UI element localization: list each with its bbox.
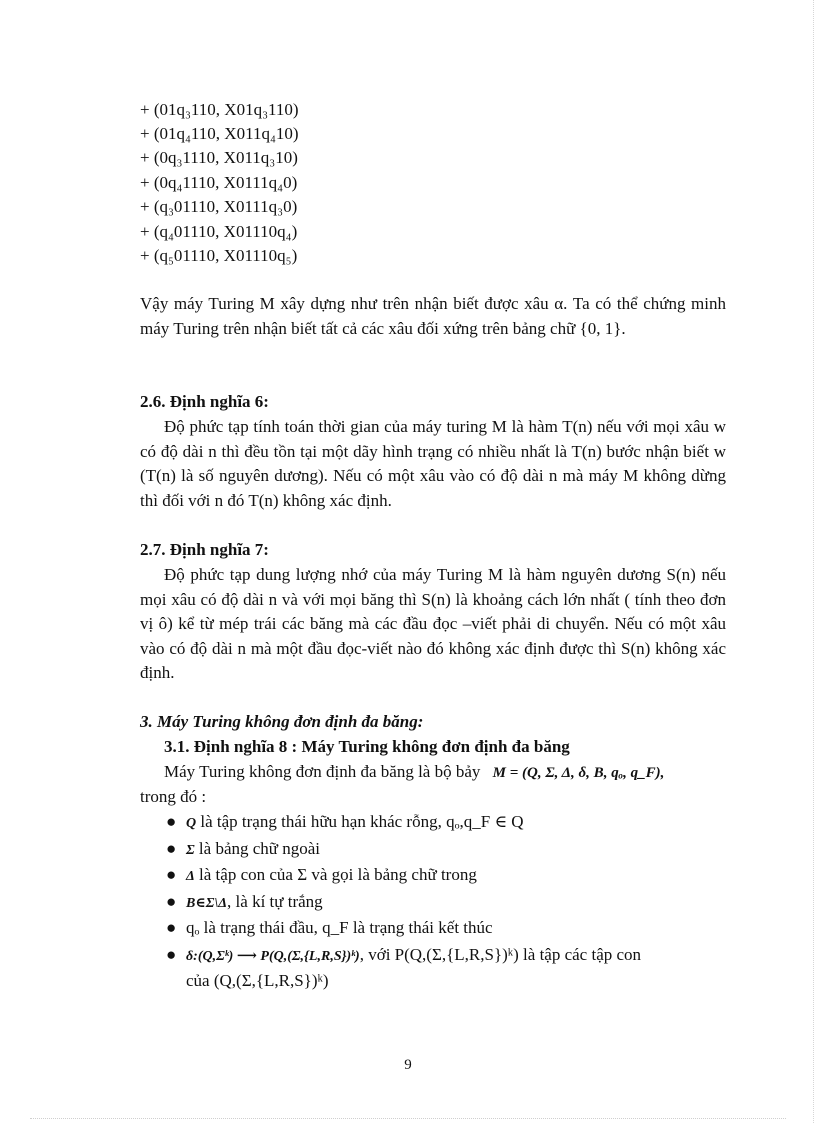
list-item-continuation: của (Q,(Σ,{L,R,S})ᵏ) [186,971,329,990]
config-line: + (q₅01110, X01110q₅) [140,246,298,265]
definition-7-title: 2.7. Định nghĩa 7: [140,540,269,559]
bullet-icon: ● [166,891,177,911]
definition-8-tuple: M = (Q, Σ, Δ, δ, B, qₒ, q_F), [492,765,665,781]
bullet-icon: ● [166,918,177,937]
definition-6-text: Độ phức tạp tính toán thời gian của máy turing M là hàm T(n) nếu với mọi xâu w có độ dài n thì đều tồn tại một dãy hình trạng có nhiều nhất là T(n) bước nhận biết w (T(n) là số nguyên dương). Nếu có một xâu vào có độ dài n mà máy M không dừng thì đối với n đó T(n) không xác định. [140,417,726,510]
definition-7-text: Độ phức tạp dung lượng nhớ của máy Turing M là hàm nguyên dương S(n) nếu mọi xâu có độ dài n và với mọi băng thì S(n) là khoảng cách lớn nhất ( tính theo đơn vị ô) kể từ mép trái các băng mà các đầu đọc –viết phải di chuyển. Nếu có một xâu vào có độ dài n mà một đầu đọc-viết nào đó không xác định được thì S(n) không xác định. [140,565,726,682]
config-line: + (01q₃110, X01q₃110) [140,100,299,119]
config-line: + (01q₄110, X011q₄10) [140,124,299,143]
list-item: ● Δ là tập con của Σ và gọi là bảng chữ trong [166,863,736,890]
bullet-icon: ● [166,838,177,858]
list-item: ● B∈Σ\Δ, là kí tự trắng [166,890,736,917]
conclusion-paragraph: Vậy máy Turing M xây dựng như trên nhận biết được xâu α. Ta có thể chứng minh máy Turing trên nhận biết tất cả các xâu đối xứng trên bảng chữ {0, 1}. [140,294,726,338]
list-item: ● Q là tập trạng thái hữu hạn khác rỗng, qₒ,q_F ∈ Q [166,810,736,837]
list-item: ● δ:(Q,Σᵏ) ⟶ P(Q,(Σ,{L,R,S})ᵏ), với P(Q,(Σ,{L,R,S})ᵏ) là tập các tập con [166,943,736,970]
definition-8-intro-line [164,760,664,785]
list-item: ● qₒ là trạng thái đầu, q_F là trạng thái kết thúc [166,916,736,943]
config-line: + (0q₄1110, X0111q₄0) [140,173,298,192]
definition-6-title: 2.6. Định nghĩa 6: [140,392,269,411]
definition-8-intro: Máy Turing không đơn định đa băng là bộ bảy [164,762,481,781]
bullet-icon: ● [166,944,177,964]
bullet-icon: ● [166,812,177,831]
definition-8-bullet-list [166,810,736,994]
config-line: + (q₃01110, X0111q₃0) [140,197,298,216]
list-item: ● Σ là bảng chữ ngoài [166,837,736,864]
right-margin-divider [813,0,814,1123]
config-line: + (q₄01110, X01110q₄) [140,222,298,241]
definition-8-title: 3.1. Định nghĩa 8 : Máy Turing không đơn định đa băng [164,737,570,756]
page-number: 9 [404,1057,412,1073]
trong-do-label: trong đó : [140,787,207,806]
section-3-title: 3. Máy Turing không đơn định đa băng: [140,712,424,731]
bullet-icon: ● [166,865,177,884]
footer-divider [30,1118,786,1119]
config-line: + (0q₃1110, X011q₃10) [140,148,298,167]
